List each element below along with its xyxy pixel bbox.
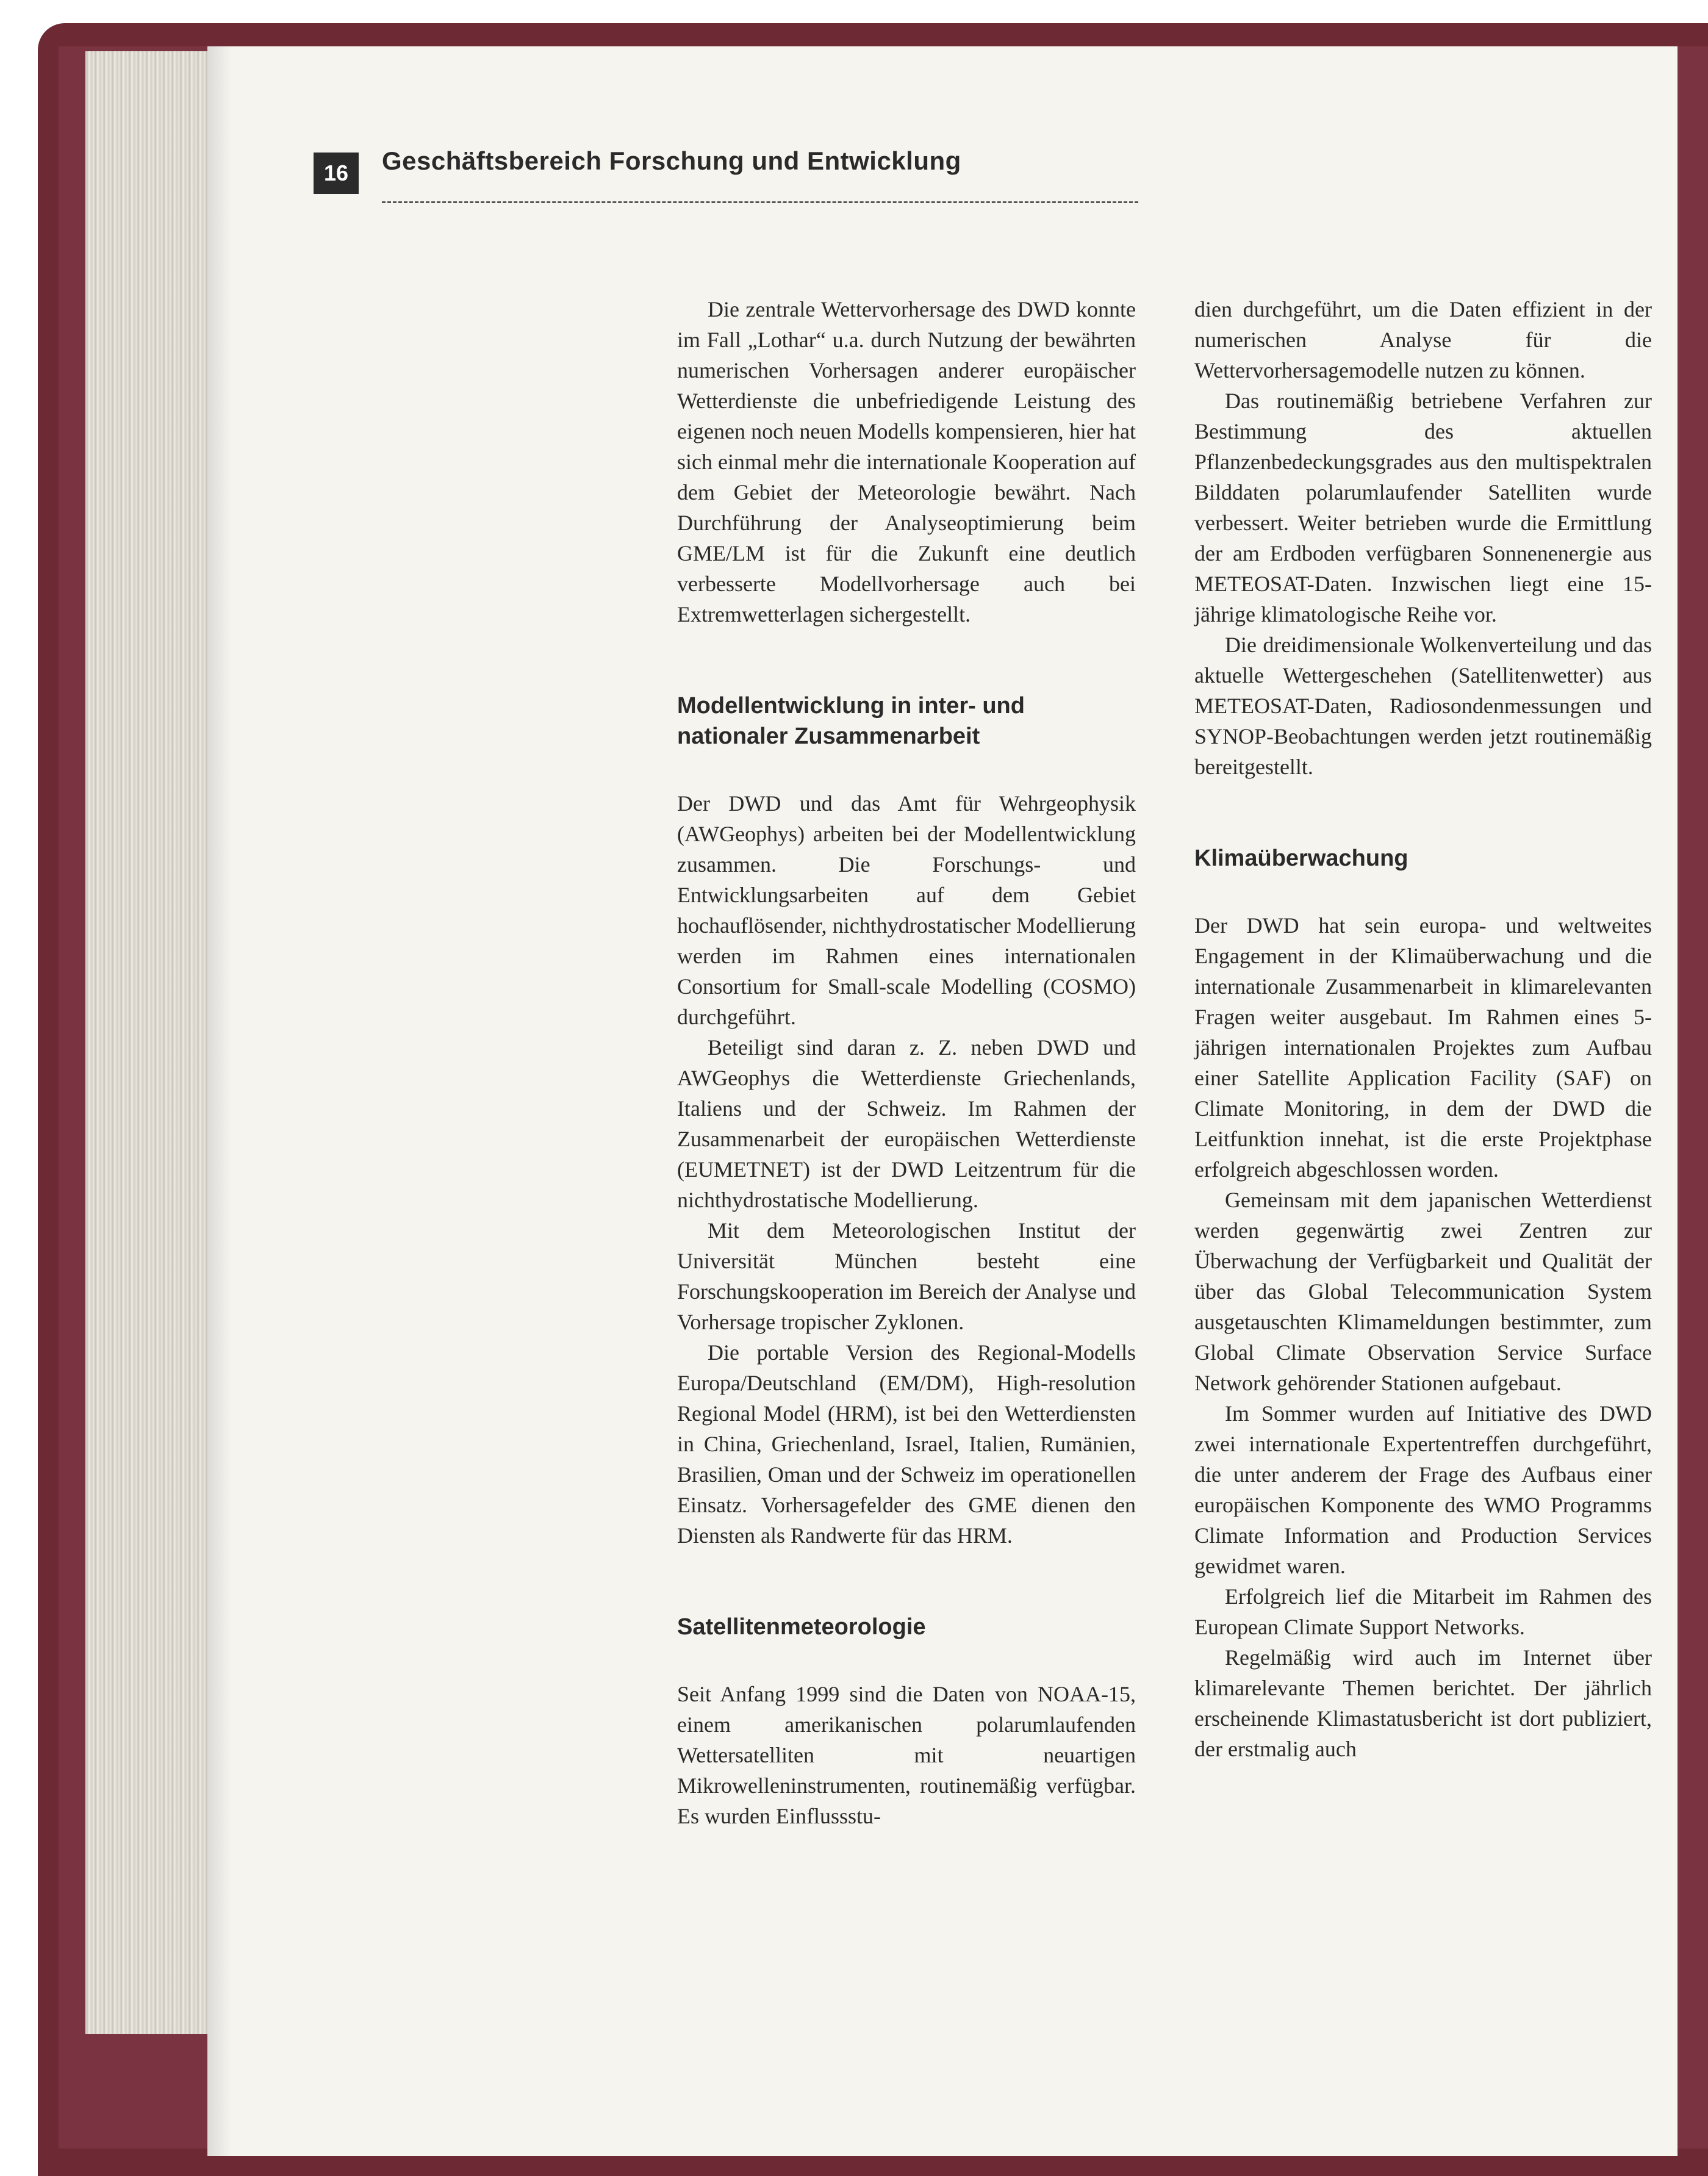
left-column (677, 294, 1136, 1831)
gutter-shadow (207, 46, 232, 2156)
spacer (677, 1642, 1136, 1679)
paragraph: Mit dem Meteorologischen Institut der Universität München besteht eine Forschungskooperation im Bereich der Analyse und Vorhersage tropischer Zyklonen. (677, 1218, 1136, 1334)
spacer (1194, 874, 1652, 910)
paragraph: Der DWD hat sein europa- und weltweites Engagement in der Klimaüberwachung und die internationale Zusammenarbeit in klimarelevanten Fragen weiter ausgebaut. Im Rahmen eines 5-jährigen internationalen Projektes zum Aufbau einer Satellite Application Facility (SAF) on Climate Monitoring, in dem der DWD die Leitfunktion innehat, ist die erste Projektphase erfolgreich abgeschlossen worden. (1194, 913, 1652, 1182)
right-column (1194, 294, 1652, 1764)
paragraph: Seit Anfang 1999 sind die Daten von NOAA-15, einem amerikanischen polarumlaufenden Wettersatelliten mit neuartigen Mikrowelleninstrumenten, routinemäßig verfügbar. Es wurden Einflussstu- (677, 1682, 1136, 1828)
section-heading-satellitenmeteorologie: Satellitenmeteorologie (677, 1614, 926, 1640)
running-title: Geschäftsbereich Forschung und Entwicklung (382, 146, 961, 175)
header-rule (382, 201, 1138, 203)
paragraph: Der DWD und das Amt für Wehrgeophysik (AWGeophys) arbeiten bei der Modellentwicklung zusammen. Die Forschungs- und Entwicklungsarbeiten auf dem Gebiet hochauflösender, nichthydrostatischer Modellierung werden im Rahmen eines internationalen Consortium for Small-scale Modelling (COSMO) durchgeführt. (677, 791, 1136, 1029)
paragraph: Gemeinsam mit dem japanischen Wetterdienst werden gegenwärtig zwei Zentren zur Überwachung der Verfügbarkeit und Qualität der über das Global Telecommunication System ausgetauschten Klimameldungen bestimmter, zum Global Climate Observation Service Surface Network gehörender Stationen aufgebaut. (1194, 1188, 1652, 1395)
spacer (677, 1551, 1136, 1612)
paragraph: Erfolgreich lief die Mitarbeit im Rahmen des European Climate Support Networks. (1194, 1584, 1652, 1639)
paragraph: Regelmäßig wird auch im Internet über klimarelevante Themen berichtet. Der jährlich erscheinende Klimastatusbericht ist dort publiziert, der erstmalig auch (1194, 1645, 1652, 1761)
spacer (1194, 782, 1652, 843)
paragraph: Die portable Version des Regional-Modells Europa/Deutschland (EM/DM), High-resolution Regional Model (HRM), ist bei den Wetterdiensten in China, Griechenland, Israel, Italien, Rumänien, Brasilien, Oman und der Schweiz im operationellen Einsatz. Vorhersagefelder des GME dienen den Diensten als Randwerte für das HRM. (677, 1340, 1136, 1548)
paragraph: dien durchgeführt, um die Daten effizient in der numerischen Analyse für die Wettervorhersagemodelle nutzen zu können. (1194, 297, 1652, 382)
spacer (677, 630, 1136, 691)
paragraph: Die dreidimensionale Wolkenverteilung und das aktuelle Wettergeschehen (Satellitenwetter) aus METEOSAT-Daten, Radiosondenmessungen und SYNOP-Beobachtungen werden jetzt routinemäßig bereitgestellt. (1194, 633, 1652, 779)
page-number: 16 (314, 153, 359, 194)
section-heading-modellentwicklung: Modellentwicklung in inter- und nationaler Zusammenarbeit (677, 693, 1025, 749)
paragraph: Im Sommer wurden auf Initiative des DWD zwei internationale Expertentreffen durchgeführt, die unter anderem der Frage des Aufbaus einer europäischen Komponente des WMO Programms Climate Information and Production Services gewidmet waren. (1194, 1401, 1652, 1578)
paragraph: Das routinemäßig betriebene Verfahren zur Bestimmung des aktuellen Pflanzenbedeckungsgrades aus den multispektralen Bilddaten polarumlaufender Satelliten wurde verbessert. Weiter betrieben wurde die Ermittlung der am Erdboden verfügbaren Sonnenenergie aus METEOSAT-Daten. Inzwischen liegt eine 15-jährige klimatologische Reihe vor. (1194, 389, 1652, 627)
section-heading-klimaueberwachung: Klimaüberwachung (1194, 846, 1408, 871)
paragraph: Beteiligt sind daran z. Z. neben DWD und AWGeophys die Wetterdienste Griechenlands, Italiens und der Schweiz. Im Rahmen der Zusammenarbeit der europäischen Wetterdienste (EUMETNET) ist der DWD Leitzentrum für die nichthydrostatische Modellierung. (677, 1035, 1136, 1212)
intro-paragraph: Die zentrale Wettervorhersage des DWD konnte im Fall „Lothar“ u.a. durch Nutzung der bewährten numerischen Vorhersagen anderer europäischer Wetterdienste die unbefriedigende Leistung des eigenen noch neuen Modells kompensieren, hier hat sich einmal mehr die internationale Kooperation auf dem Gebiet der Meteorologie bewährt. Nach Durchführung der Analyseoptimierung beim GME/LM ist für die Zukunft eine deutlich verbesserte Modellvorhersage auch bei Extremwetterlagen sichergestellt. (677, 297, 1136, 627)
spacer (677, 752, 1136, 788)
